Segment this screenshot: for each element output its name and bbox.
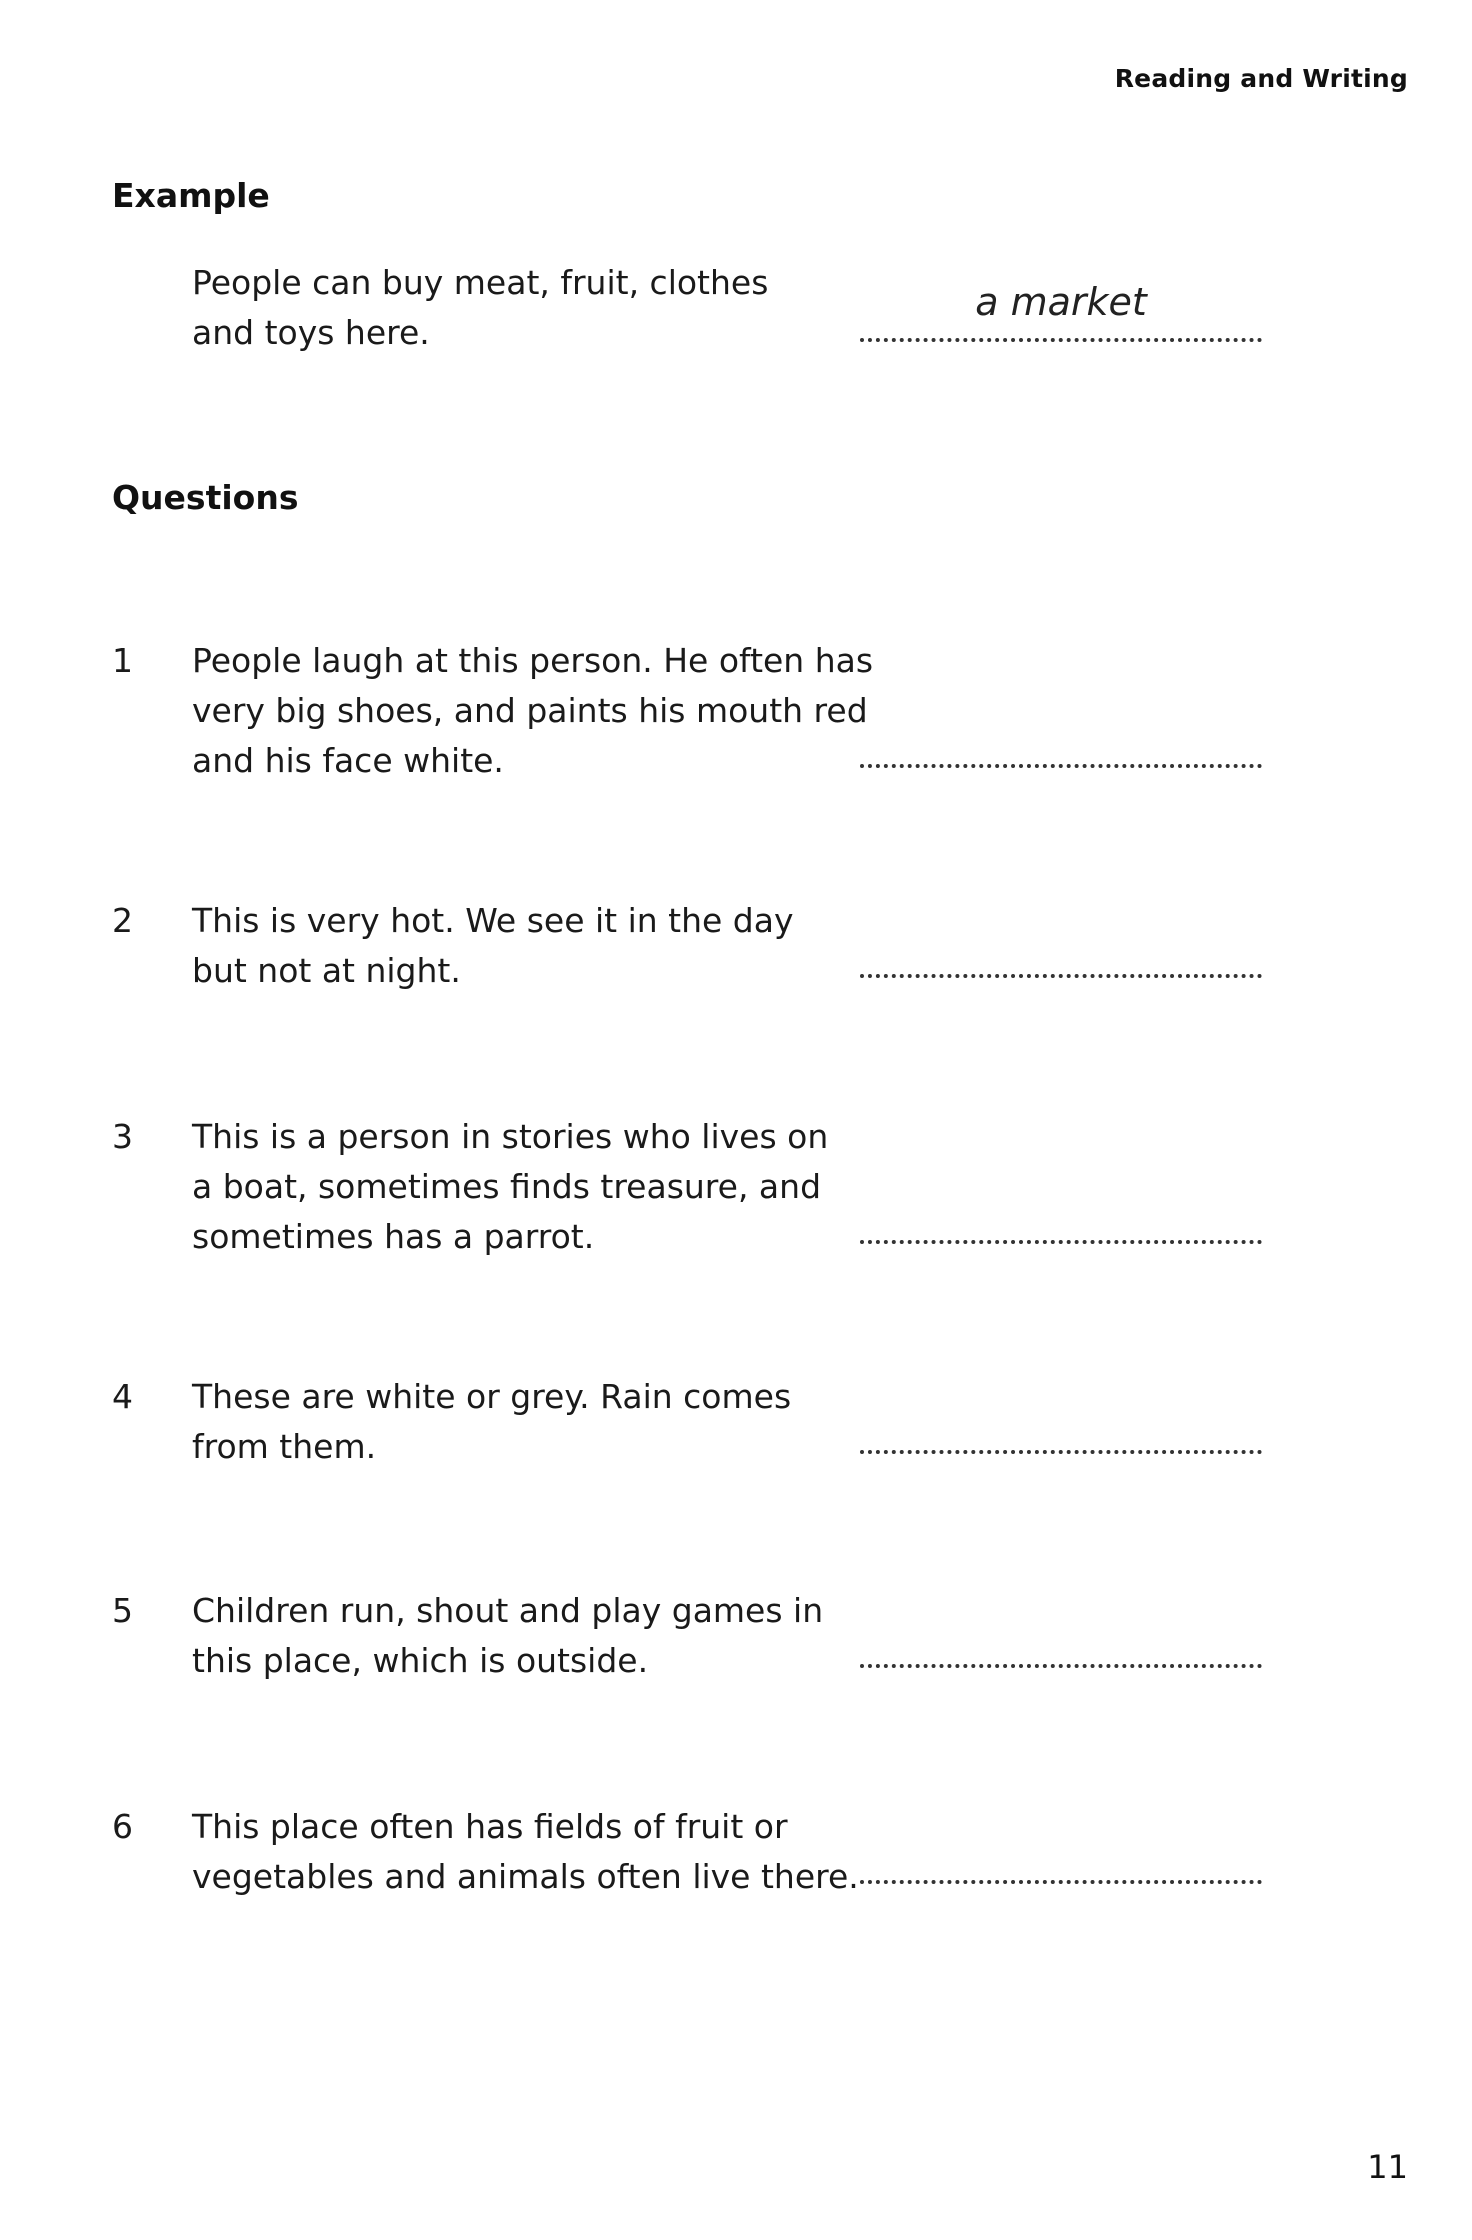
question-number: 2	[112, 901, 133, 940]
example-heading: Example	[112, 176, 270, 215]
question-line: from them.	[192, 1427, 377, 1466]
questions-heading: Questions	[112, 478, 299, 517]
question-text	[192, 1586, 872, 1686]
question-text	[192, 896, 872, 996]
question-number: 6	[112, 1807, 133, 1846]
question-number: 5	[112, 1591, 133, 1630]
example-answer-line	[860, 338, 1262, 342]
question-line: People laugh at this person. He often has	[192, 641, 874, 680]
answer-field[interactable]	[860, 1240, 1262, 1244]
section-header: Reading and Writing	[1114, 64, 1408, 93]
question-text	[192, 1372, 872, 1472]
question-number: 3	[112, 1117, 133, 1156]
question-line: Children run, shout and play games in	[192, 1591, 824, 1630]
answer-field[interactable]	[860, 974, 1262, 978]
question-line: sometimes has a parrot.	[192, 1217, 595, 1256]
question-item	[112, 896, 1272, 1006]
example-answer: a market	[975, 280, 1147, 324]
example-line: People can buy meat, fruit, clothes	[192, 263, 769, 302]
question-line: very big shoes, and paints his mouth red	[192, 691, 868, 730]
answer-field[interactable]	[860, 1664, 1262, 1668]
question-item	[112, 1802, 1272, 1912]
question-item	[112, 636, 1272, 796]
answer-field[interactable]	[860, 1450, 1262, 1454]
question-line: and his face white.	[192, 741, 504, 780]
question-line: This place often has fields of fruit or	[192, 1807, 788, 1846]
question-line: a boat, sometimes finds treasure, and	[192, 1167, 822, 1206]
question-line: This is a person in stories who lives on	[192, 1117, 829, 1156]
question-line: This is very hot. We see it in the day	[192, 901, 794, 940]
question-line: vegetables and animals often live there.	[192, 1857, 859, 1896]
question-text	[192, 1112, 872, 1262]
question-number: 1	[112, 641, 133, 680]
question-line: These are white or grey. Rain comes	[192, 1377, 792, 1416]
question-line: this place, which is outside.	[192, 1641, 649, 1680]
question-item	[112, 1586, 1272, 1696]
question-item	[112, 1372, 1272, 1482]
question-line: but not at night.	[192, 951, 461, 990]
question-number: 4	[112, 1377, 133, 1416]
question-text	[192, 636, 872, 786]
example-text	[192, 258, 872, 358]
question-item	[112, 1112, 1272, 1272]
answer-field[interactable]	[860, 1880, 1262, 1884]
example-item	[112, 258, 1272, 368]
page-number: 11	[1367, 2148, 1408, 2186]
question-text	[192, 1802, 872, 1902]
answer-field[interactable]	[860, 764, 1262, 768]
example-line: and toys here.	[192, 313, 430, 352]
